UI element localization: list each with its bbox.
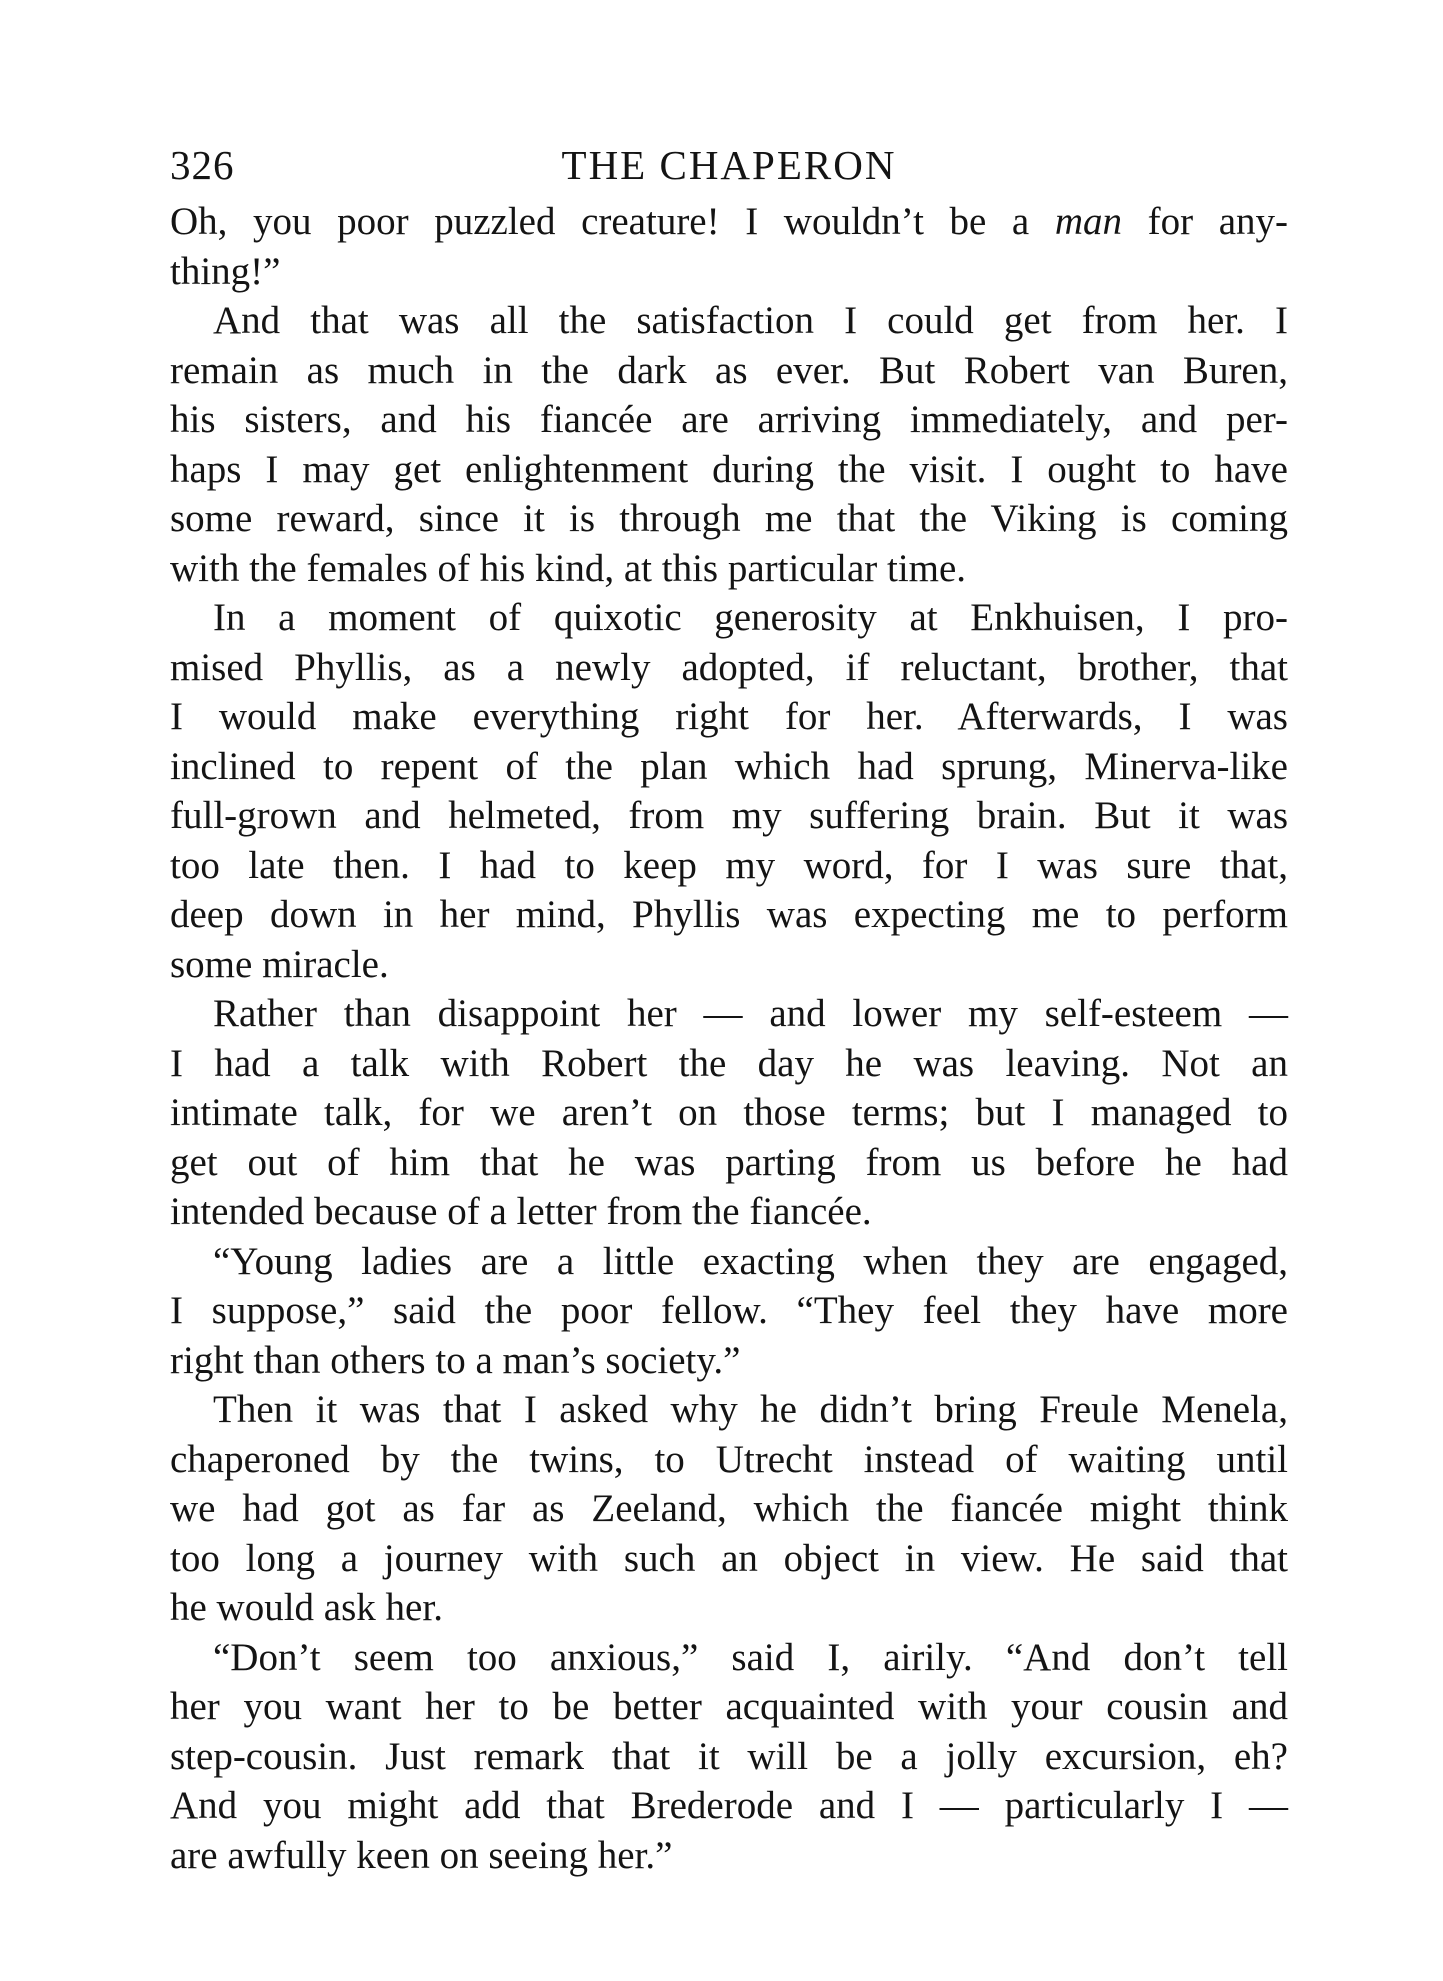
text-line: are awfully keen on seeing her.” bbox=[170, 1833, 673, 1877]
paragraph-7 bbox=[170, 1633, 1288, 1881]
text-line: get out of him that he was parting from us before he had bbox=[170, 1140, 1288, 1184]
body-text bbox=[170, 197, 1288, 1880]
paragraph-1 bbox=[170, 197, 1288, 296]
paragraph-6 bbox=[170, 1385, 1288, 1633]
page-number: 326 bbox=[170, 142, 235, 188]
text-line: some reward, since it is through me that the Viking is coming bbox=[170, 497, 1288, 540]
text-line: thing!” bbox=[170, 249, 281, 293]
text-line: In a moment of quixotic generosity at Enkhuisen, I pro- bbox=[213, 596, 1288, 639]
text-line: her you want her to be better acquainted with your cousin and bbox=[170, 1685, 1288, 1728]
paragraph-4 bbox=[170, 989, 1288, 1237]
text-line: right than others to a man’s society.” bbox=[170, 1338, 741, 1382]
text-line: haps I may get enlightenment during the visit. I ought to have bbox=[170, 447, 1288, 491]
text-line: I had a talk with Robert the day he was leaving. Not an bbox=[170, 1041, 1288, 1085]
text-line bbox=[170, 197, 1288, 247]
text-line: some miracle. bbox=[170, 942, 389, 986]
text-line: And you might add that Brederode and I — particularly I — bbox=[170, 1784, 1288, 1827]
text-line: with the females of his kind, at this particular time. bbox=[170, 546, 967, 590]
text-line: remain as much in the dark as ever. But Robert van Buren, bbox=[170, 348, 1288, 392]
emphasis: man bbox=[1054, 200, 1123, 243]
page-header bbox=[170, 135, 1288, 195]
text-line: And that was all the satisfaction I could get from her. I bbox=[213, 299, 1288, 342]
text-line: I suppose,” said the poor fellow. “They feel they have more bbox=[170, 1289, 1288, 1332]
text-line: intimate talk, for we aren’t on those terms; but I managed to bbox=[170, 1091, 1288, 1134]
text-line: too late then. I had to keep my word, for I was sure that, bbox=[170, 843, 1288, 887]
text-line: Rather than disappoint her — and lower my self-esteem — bbox=[213, 992, 1288, 1035]
paragraph-2 bbox=[170, 296, 1288, 593]
line-part: for any- bbox=[1122, 200, 1288, 243]
line-part: Oh, you poor puzzled creature! I wouldn’t be a bbox=[170, 200, 1055, 243]
text-line: too long a journey with such an object in view. He said that bbox=[170, 1536, 1288, 1580]
text-line: we had got as far as Zeeland, which the fiancée might think bbox=[170, 1487, 1288, 1530]
text-line: he would ask her. bbox=[170, 1586, 443, 1629]
paragraph-5 bbox=[170, 1237, 1288, 1386]
paragraph-3 bbox=[170, 593, 1288, 989]
text-line: “Don’t seem too anxious,” said I, airily. “And don’t tell bbox=[213, 1635, 1288, 1679]
text-line: inclined to repent of the plan which had sprung, Minerva-like bbox=[170, 744, 1288, 788]
text-line: full-grown and helmeted, from my suffering brain. But it was bbox=[170, 794, 1288, 837]
text-line: Then it was that I asked why he didn’t bring Freule Menela, bbox=[213, 1388, 1288, 1431]
text-line: deep down in her mind, Phyllis was expecting me to perform bbox=[170, 893, 1288, 936]
text-line: I would make everything right for her. Afterwards, I was bbox=[170, 695, 1288, 738]
text-line: “Young ladies are a little exacting when they are engaged, bbox=[213, 1239, 1288, 1283]
text-line: step-cousin. Just remark that it will be a jolly excursion, eh? bbox=[170, 1734, 1288, 1778]
text-line: mised Phyllis, as a newly adopted, if reluctant, brother, that bbox=[170, 645, 1288, 689]
running-title: THE CHAPERON bbox=[561, 142, 897, 188]
text-line: chaperoned by the twins, to Utrecht instead of waiting until bbox=[170, 1437, 1288, 1481]
text-line: his sisters, and his fiancée are arriving immediately, and per- bbox=[170, 398, 1288, 441]
text-line: intended because of a letter from the fiancée. bbox=[170, 1190, 872, 1233]
